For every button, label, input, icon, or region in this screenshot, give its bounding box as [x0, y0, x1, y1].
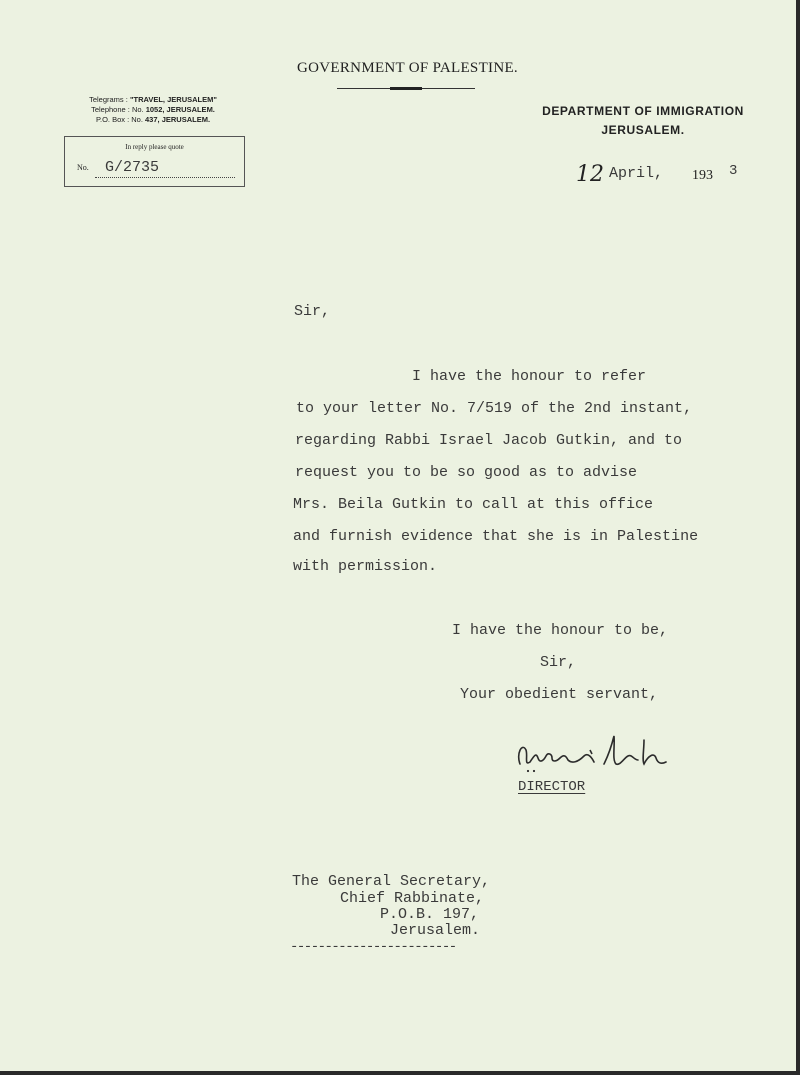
- closing-line: Sir,: [540, 654, 577, 671]
- reference-number: G/2735: [105, 159, 160, 176]
- department-city: JERUSALEM.: [601, 123, 685, 137]
- address-rule: ------------------------: [290, 939, 456, 955]
- body-line: to your letter No. 7/519 of the 2nd instant,: [296, 400, 693, 417]
- government-heading: GOVERNMENT OF PALESTINE.: [297, 60, 518, 76]
- reference-box: [64, 136, 245, 187]
- department-name: DEPARTMENT OF IMMIGRATION: [542, 104, 744, 118]
- body-line: regarding Rabbi Israel Jacob Gutkin, and to: [295, 432, 683, 449]
- contact-block: [48, 95, 258, 125]
- signatory-title: DIRECTOR: [518, 779, 586, 795]
- date-month: April,: [609, 165, 664, 182]
- department-block: [533, 102, 753, 140]
- telegrams-line: Telegrams : "TRAVEL, JERUSALEM": [89, 95, 217, 104]
- closing-line: Your obedient servant,: [460, 686, 659, 703]
- date-day: 12: [576, 162, 604, 187]
- pobox-line: P.O. Box : No. 437, JERUSALEM.: [95, 115, 211, 124]
- address-line: Chief Rabbinate,: [340, 890, 485, 907]
- reference-label: In reply please quote: [125, 143, 184, 151]
- address-line: P.O.B. 197,: [380, 906, 480, 923]
- salutation: Sir,: [294, 303, 331, 320]
- address-line: Jerusalem.: [390, 922, 481, 939]
- body-line: request you to be so good as to advise: [295, 464, 638, 481]
- reference-dotted-line: [95, 177, 235, 178]
- body-line: Mrs. Beila Gutkin to call at this office: [293, 496, 654, 513]
- reference-no-label: No.: [77, 163, 89, 172]
- body-line: I have the honour to refer: [412, 368, 647, 385]
- address-line: The General Secretary,: [292, 873, 491, 890]
- closing-line: I have the honour to be,: [452, 622, 669, 639]
- heading-rule-mark: [390, 87, 422, 90]
- date-year-prefix: 193: [692, 168, 713, 183]
- body-line: with permission.: [293, 558, 438, 575]
- signature: [508, 726, 678, 776]
- date-year-digit: 3: [729, 163, 738, 179]
- telephone-line: Telephone : No. 1052, JERUSALEM.: [91, 105, 215, 114]
- body-line: and furnish evidence that she is in Palestine: [293, 528, 699, 545]
